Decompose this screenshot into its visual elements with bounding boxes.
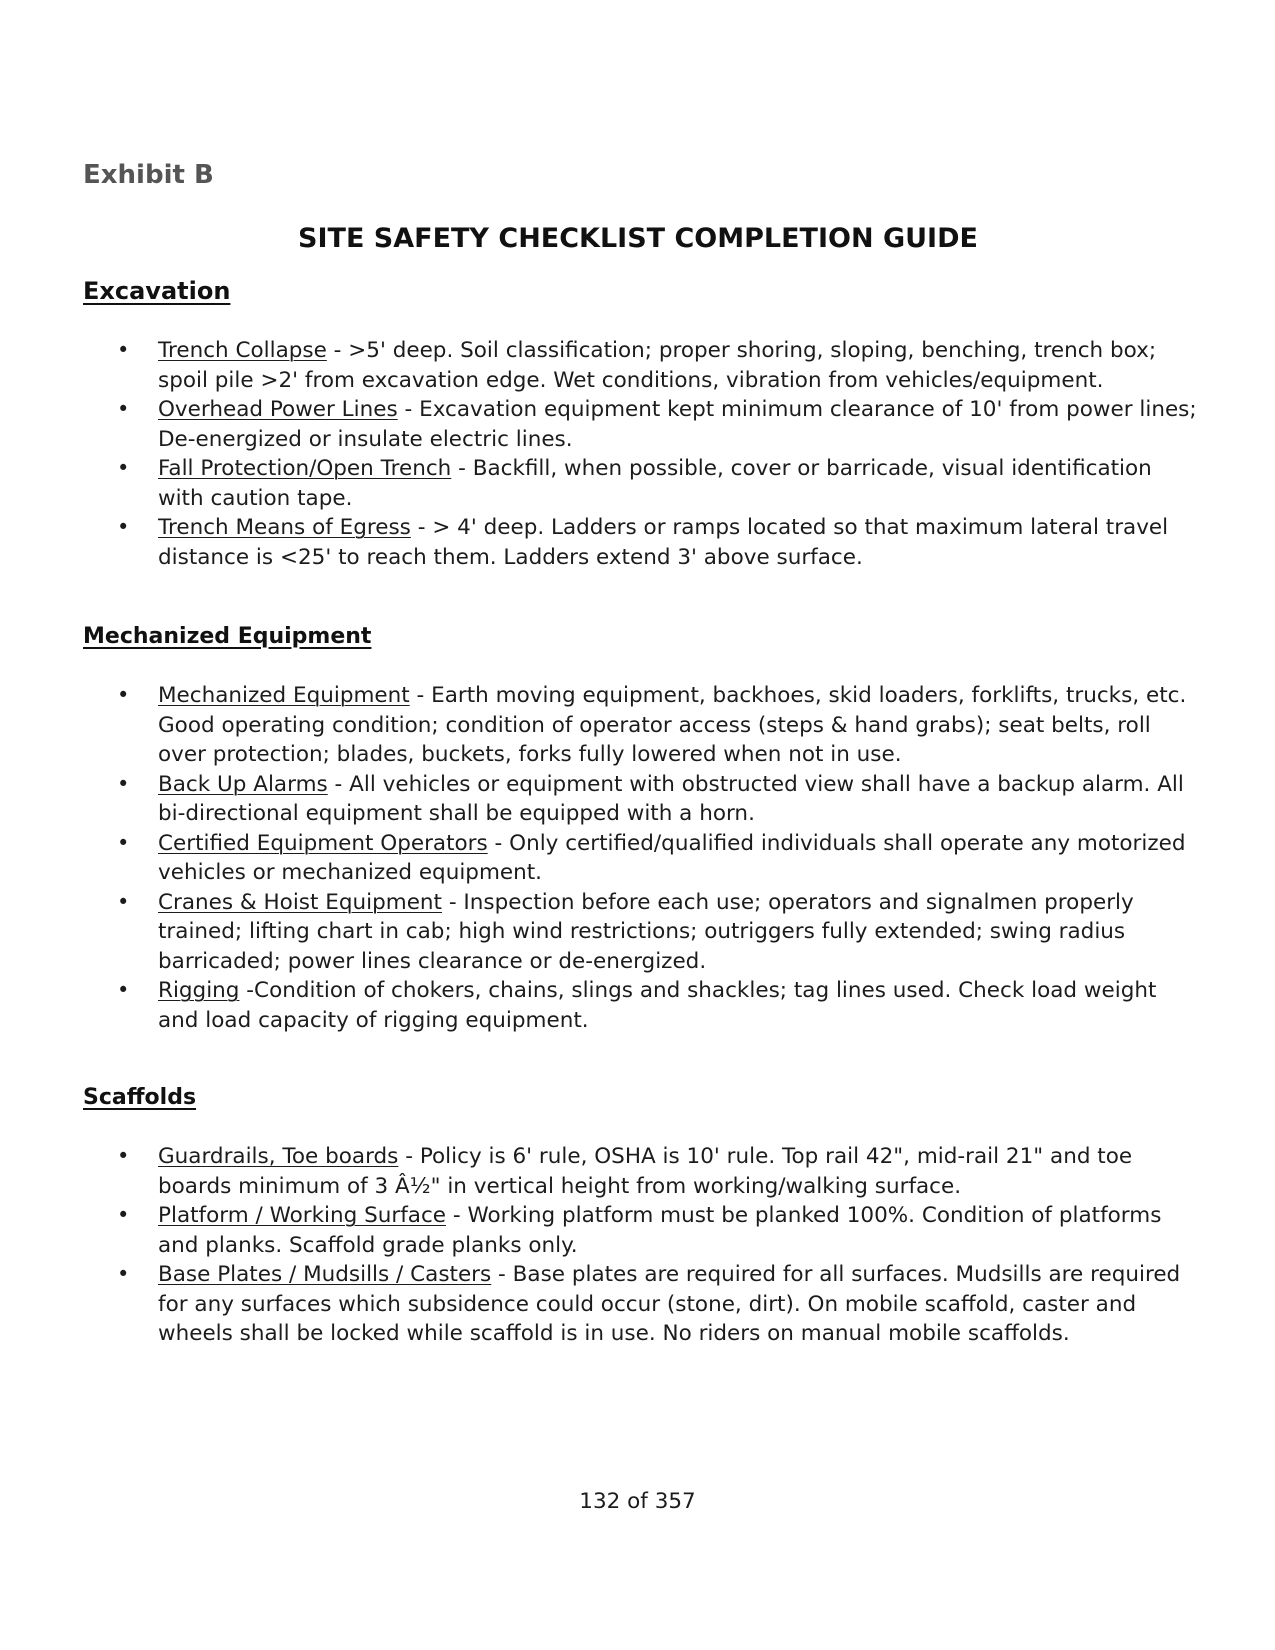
item-text: - Earth moving equipment, backhoes, skid loaders, forklifts, trucks, etc. Good operating condition; condition of operator access (steps & hand grabs); seat belts, roll over protection; blades, buckets, forks fully lowered when not in use.	[158, 683, 1187, 767]
bullet-icon: •	[117, 397, 130, 421]
item-term: Mechanized Equipment	[158, 683, 410, 708]
list-item	[83, 888, 1203, 977]
page-number: 132 of 357	[579, 1489, 696, 1514]
bullet-icon: •	[117, 1203, 130, 1227]
document-title: SITE SAFETY CHECKLIST COMPLETION GUIDE	[298, 223, 978, 254]
item-text: - Base plates are required for all surfaces. Mudsills are required for any surfaces which subsidence could occur (stone, dirt). On mobile scaffold, caster and wheels shall be locked while scaffold is in use. No riders on manual mobile scaffolds.	[158, 1262, 1181, 1346]
item-term: Back Up Alarms	[158, 771, 328, 797]
item-term: Overhead Power Lines	[158, 397, 398, 422]
item-text: - Policy is 6' rule, OSHA is 10' rule. Top rail 42", mid-rail 21" and toe boards minimum of 3 Â½" in vertical height from working/walking surface.	[158, 1144, 1133, 1199]
list-item	[83, 1201, 1203, 1260]
bullet-icon: •	[117, 830, 130, 855]
bullet-icon: •	[117, 338, 130, 362]
section-heading-mechanized-equipment: Mechanized Equipment	[83, 624, 372, 649]
list-item	[83, 1142, 1203, 1201]
item-text: - Excavation equipment kept minimum clearance of 10' from power lines; De-energized or insulate electric lines.	[158, 397, 1197, 452]
list-item	[83, 513, 1203, 572]
item-text: - > 4' deep. Ladders or ramps located so that maximum lateral travel distance is <25' to reach them. Ladders extend 3' above surface.	[158, 515, 1169, 570]
bullet-icon: •	[117, 515, 130, 539]
item-term: Certified Equipment Operators	[158, 830, 488, 856]
bullet-icon: •	[117, 456, 130, 480]
list-item	[83, 681, 1203, 770]
section-heading-excavation: Excavation	[83, 277, 231, 305]
bullet-icon: •	[117, 771, 130, 796]
list-item	[83, 976, 1203, 1035]
list-item	[83, 829, 1203, 888]
list-item	[83, 770, 1203, 829]
item-term: Rigging	[158, 978, 240, 1003]
item-term: Cranes & Hoist Equipment	[158, 889, 442, 915]
scaffolds-list	[83, 1142, 1203, 1349]
list-item	[83, 395, 1203, 454]
item-text: - All vehicles or equipment with obstructed view shall have a backup alarm. All bi-directional equipment shall be equipped with a horn.	[158, 771, 1184, 826]
item-term: Platform / Working Surface	[158, 1203, 447, 1228]
mechanized-equipment-list	[83, 681, 1203, 1035]
item-text: - Inspection before each use; operators and signalmen properly trained; lifting chart in cab; high wind restrictions; outriggers fully extended; swing radius barricaded; power lines clearance or de-energized.	[158, 889, 1134, 974]
section-heading-scaffolds: Scaffolds	[83, 1085, 197, 1110]
item-term: Trench Means of Egress	[158, 515, 411, 540]
bullet-icon: •	[117, 683, 130, 707]
item-term: Guardrails, Toe boards	[158, 1144, 399, 1169]
item-term: Trench Collapse	[158, 338, 327, 363]
item-text: -Condition of chokers, chains, slings and shackles; tag lines used. Check load weight and load capacity of rigging equipment.	[158, 978, 1157, 1033]
item-text: - >5' deep. Soil classification; proper shoring, sloping, benching, trench box; spoil pile >2' from excavation edge. Wet conditions, vibration from vehicles/equipment.	[158, 338, 1157, 393]
list-item	[83, 1260, 1203, 1349]
list-item	[83, 336, 1203, 395]
item-term: Base Plates / Mudsills / Casters	[158, 1262, 492, 1287]
exhibit-label: Exhibit B	[83, 160, 214, 190]
bullet-icon: •	[117, 1262, 130, 1286]
list-item	[83, 454, 1203, 513]
bullet-icon: •	[117, 889, 130, 914]
item-term: Fall Protection/Open Trench	[158, 456, 452, 481]
item-text: - Backfill, when possible, cover or barricade, visual identification with caution tape.	[158, 456, 1152, 511]
excavation-list	[83, 336, 1203, 572]
bullet-icon: •	[117, 978, 130, 1002]
item-text: - Only certified/qualified individuals shall operate any motorized vehicles or mechanized equipment.	[158, 830, 1186, 885]
item-text: - Working platform must be planked 100%. Condition of platforms and planks. Scaffold grade planks only.	[158, 1203, 1162, 1258]
bullet-icon: •	[117, 1144, 130, 1168]
